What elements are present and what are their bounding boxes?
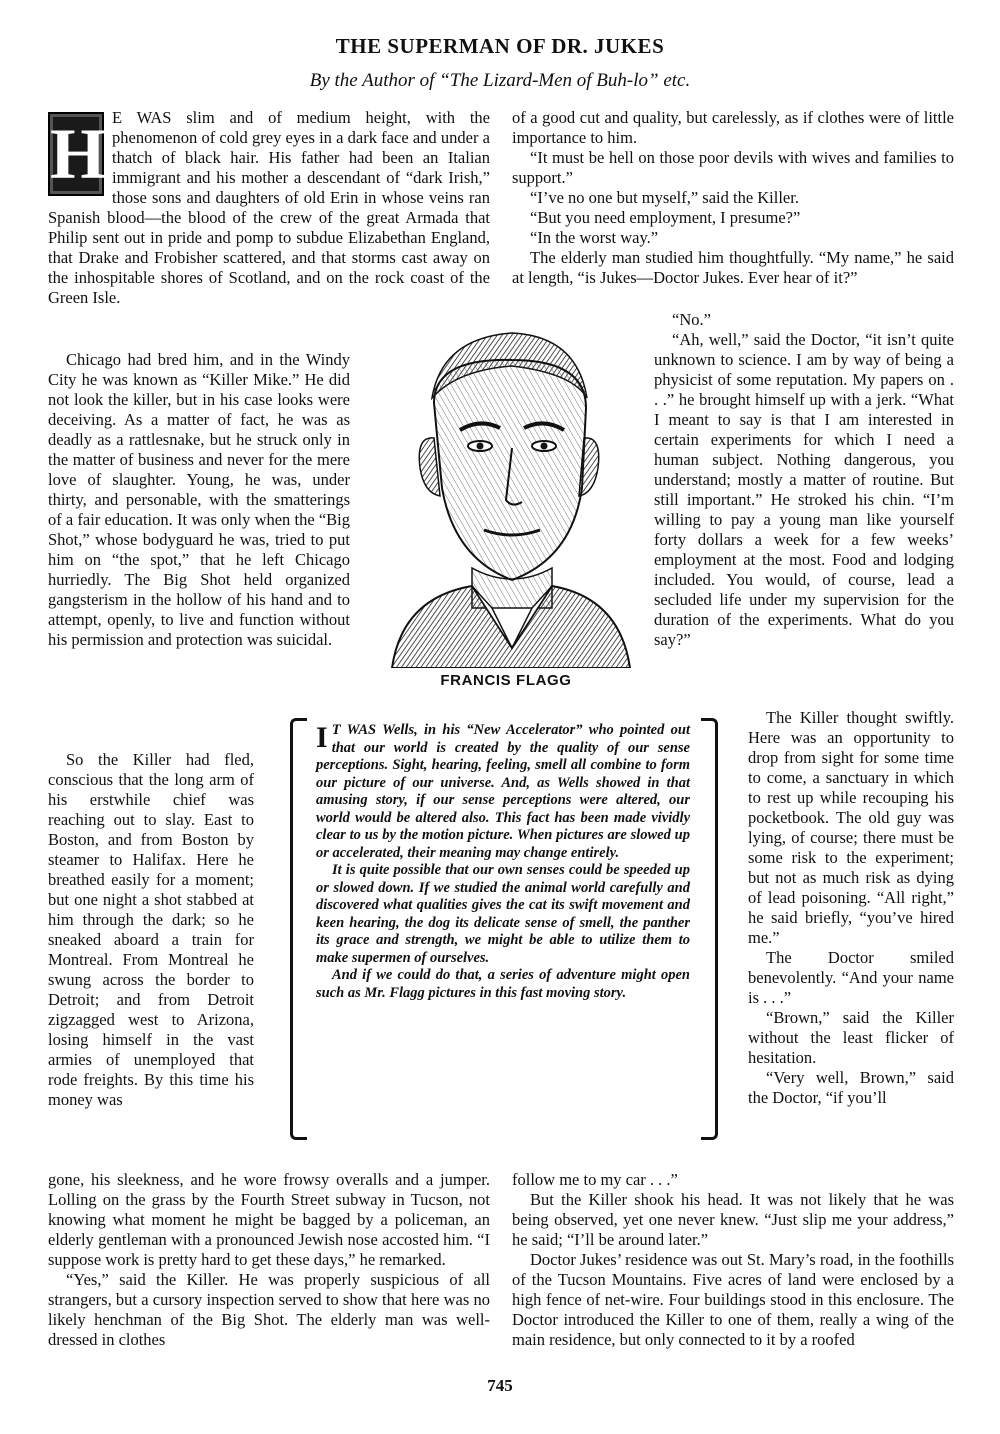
editorial-intro-box <box>290 718 718 1136</box>
paragraph: “Very well, Brown,” said the Doctor, “if you’ll <box>748 1068 954 1107</box>
col2-bottom-text <box>512 1170 954 1350</box>
col1-bottom-text <box>48 1170 490 1350</box>
paragraph: Doctor Jukes’ residence was out St. Mary’s road, in the foothills of the Tucson Mountains. Five acres of land were enclosed by a high fence of net-wire. Four buildings stood in this enclosure. The Doctor introduced the Killer to one of them, really a wing of the main residence, but only connected to it by a roofed <box>512 1250 954 1349</box>
col1-narrow-text <box>48 750 254 1110</box>
paragraph: The Doctor smiled benevolently. “And your name is . . .” <box>748 948 954 1007</box>
col2-narrow-text <box>748 708 954 1108</box>
left-bracket <box>290 718 307 1140</box>
intro-capital: I <box>316 721 328 754</box>
editorial-intro-text <box>316 722 690 1002</box>
author-portrait <box>372 318 640 668</box>
paragraph: “Yes,” said the Killer. He was properly suspicious of all strangers, but a cursory inspection served to show that here was no likely henchman of the Big Shot. The elderly man was well-dressed in clothes <box>48 1270 490 1349</box>
paragraph: “In the worst way.” <box>530 228 659 247</box>
article-title: THE SUPERMAN OF DR. JUKES <box>335 34 665 58</box>
paragraph: “It must be hell on those poor devils with wives and families to support.” <box>512 148 954 187</box>
intro-paragraph: And if we could do that, a series of adventure might open such as Mr. Flagg pictures in this fast moving story. <box>316 967 690 1001</box>
page-number: 745 <box>487 1376 513 1395</box>
col1-top-text <box>48 108 490 308</box>
dropcap-letter: H <box>50 114 107 194</box>
paragraph: The elderly man studied him thoughtfully. “My name,” he said at length, “is Jukes—Doctor Jukes. Ever hear of it?” <box>512 248 954 287</box>
paragraph: “No.” <box>672 310 711 329</box>
paragraph: follow me to my car . . .” <box>512 1170 678 1189</box>
paragraph: “Brown,” said the Killer without the least flicker of hesitation. <box>748 1008 954 1067</box>
paragraph: “Ah, well,” said the Doctor, “it isn’t quite unknown to science. I am by way of being a physicist of some reputation. My papers on . . .” he brought himself up with a jerk. “What I meant to say is that I am interested in certain experiments for which I need a human subject. Nothing dangerous, you understand; mostly a matter of routine. But still important.” He stroked his chin. “I’m willing to pay a young man like yourself forty dollars a week for a few weeks’ employment at the most. Food and lodging included. You would, of course, lead a secluded life under my supervision for the duration of the experiments. What do you say?” <box>654 330 954 649</box>
intro-paragraph: I T WAS Wells, in his “New Accelerator” who pointed out that our world is created by the quality of our sense perceptions. Sight, hearing, feeling, smell all combine to form our picture of our universe. And, as Wells showed in that amusing story, if our sense perceptions were altered, our world would be altered also. This fact has been made vividly clear to us by the motion picture. When pictures are slowed up or accelerated, their meaning may change entirely. <box>316 721 690 861</box>
paragraph: E WAS slim and of medium height, with the phenomenon of cold grey eyes in a dark face and under a thatch of black hair. His father had been an Italian immigrant and his mother a descendant of “dark Irish,” those sons and daughters of old Erin in whose veins ran Spanish blood—the blood of the crew of the great Armada that Philip sent out in pride and pomp to subdue Elizabethan England, that Drake and Frobisher scattered, and that storms cast away on the inhospitable shores of Scotland, and on the rock coast of the Green Isle. <box>48 108 490 307</box>
article-byline: By the Author of “The Lizard-Men of Buh-lo” etc. <box>309 70 691 91</box>
col1-mid-text <box>48 350 350 650</box>
paragraph: So the Killer had fled, conscious that the long arm of his erstwhile chief was reaching out to slay. East to Boston, and from Boston by steamer to Halifax. Here he breathed easily for a moment; but one night a shot stabbed at him through the dark; so he sneaked aboard a train for Montreal. From Montreal he swung across the border to Detroit; and from Detroit zigzagged west to Arizona, losing himself in the vast armies of unemployed that rode freights. By this time his money was <box>48 750 254 1109</box>
col2-mid-text <box>654 310 954 650</box>
right-bracket <box>701 718 718 1140</box>
intro-paragraph: It is quite possible that our own senses could be speeded up or slowed down. If we studied the animal world carefully and discovered what qualities gives the cat its swift movement and keen hearing, the dog its delicate sense of smell, the panther its grace and strength, we might be able to utilize them to make supermen of ourselves. <box>316 862 690 966</box>
paragraph: Chicago had bred him, and in the Windy City he was known as “Killer Mike.” He did not look the killer, but in his case looks were deceiving. As a matter of fact, he was as deadly as a rattlesnake, but he struck only in the matter of business and never for the mere love of slaughter. Young, he was, under thirty, and personable, with the smatterings of a fair education. It was only when the “Big Shot,” whose bodyguard he was, tried to put him on “the spot,” that he left Chicago hurriedly. The Big Shot held organized gangsterism in the hollow of his hand and to attempt, openly, to live and function without his permission and protection was suicidal. <box>48 350 350 649</box>
paragraph: of a good cut and quality, but carelessly, as if clothes were of little importance to him. <box>512 108 954 147</box>
paragraph: gone, his sleekness, and he wore frowsy overalls and a jumper. Lolling on the grass by the Fourth Street subway in Tucson, not knowing what moment he might be bagged by a policeman, an elderly gentleman with a pronounced Jewish nose accosted him. “I suppose work is pretty hard to get these days,” he remarked. <box>48 1170 490 1269</box>
portrait-caption: FRANCIS FLAGG <box>440 672 572 689</box>
col2-top-text <box>512 108 954 288</box>
paragraph: “But you need employment, I presume?” <box>530 208 801 227</box>
paragraph: But the Killer shook his head. It was not likely that he was being observed, yet one never knew. “Just slip me your address,” he said; “I’ll be around later.” <box>512 1190 954 1249</box>
paragraph: The Killer thought swiftly. Here was an opportunity to drop from sight for some time to come, a sanctuary in which to rest up while recouping his pocketbook. The old guy was lying, of course; there must be some risk to the experiment; but not as much risk as dying of lead poisoning. “All right,” he said briefly, “you’ve hired me.” <box>748 708 954 947</box>
paragraph: “I’ve no one but myself,” said the Killer. <box>530 188 799 207</box>
